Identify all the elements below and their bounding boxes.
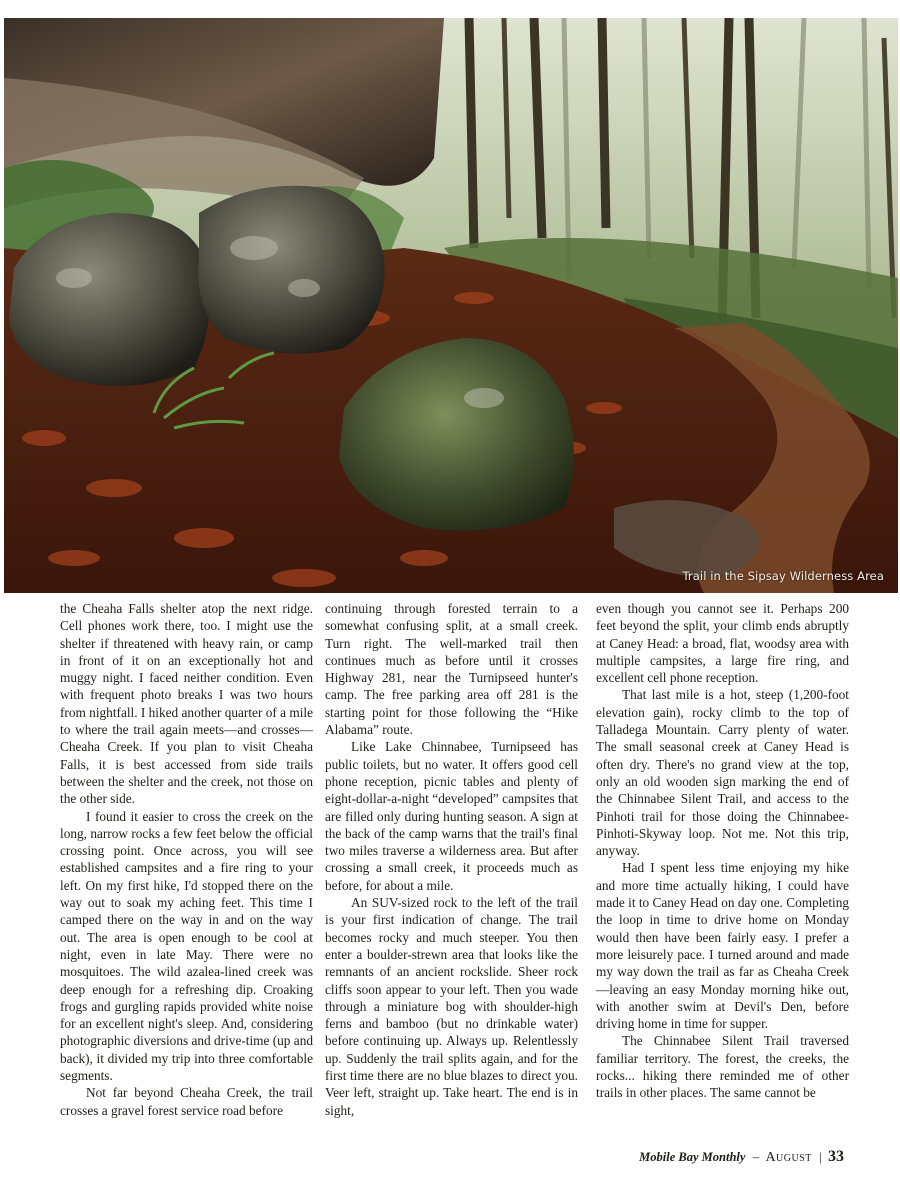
paragraph: Had I spent less time enjoying my hike and more time actually hiking, I could have made it to Caney Head on day one. Completing the loop in time to drive home on Monday would then have been fairly easy. I prefer a more leisurely pace. I turned around and made my way down the trail as far as Cheaha Creek—leaving an easy Monday morning hike out, with another swim at Devil's Den, before driving home in time for supper. (596, 860, 849, 1032)
paragraph: The Chinnabee Silent Trail traversed familiar territory. The forest, the creeks, the rocks... hiking there reminded me of other trails in other places. The same cannot be (596, 1033, 849, 1101)
publication-name: Mobile Bay Monthly (639, 1150, 746, 1164)
article-column-3 (596, 600, 849, 1102)
paragraph: the Cheaha Falls shelter atop the next ridge. Cell phones work there, too. I might use the shelter if threatened with heavy rain, or camp in front of it on an exceptionally hot and muggy night. I faced neither condition. Even with frequent photo breaks I was two hours from nightfall. I hiked another quarter of a mile to where the trail again meets—and crosses—Cheaha Creek. If you plan to visit Cheaha Falls, it is best accessed from side trails between the shelter and the creek, not those on the other side. (60, 601, 313, 807)
footer-separator: – (752, 1149, 760, 1164)
forest-trail-illustration (4, 18, 898, 593)
page-number: 33 (828, 1148, 844, 1165)
issue-month: August (765, 1150, 812, 1165)
paragraph: That last mile is a hot, steep (1,200-foot elevation gain), rocky climb to the top of Talladega Mountain. Carry plenty of water. The small seasonal creek at Caney Head is often dry. There's no grand view at the top, only an old wooden sign marking the end of the Chinnabee Silent Trail, and access to the Pinhoti trail for those doing the Chinnabee-Pinhoti-Skyway loop. Not me. Not this trip, anyway. (596, 687, 849, 859)
paragraph: even though you cannot see it. Perhaps 200 feet beyond the split, your climb ends abruptly at Caney Head: a broad, flat, woodsy area with multiple campsites, a large fire ring, and excellent cell phone reception. (596, 601, 849, 686)
paragraph: Not far beyond Cheaha Creek, the trail crosses a gravel forest service road before (60, 1085, 313, 1118)
article-column-1 (60, 600, 313, 1119)
page-footer (639, 1148, 844, 1166)
paragraph: I found it easier to cross the creek on the long, narrow rocks a few feet below the official crossing point. Once across, you will see established campsites and a fire ring to your left. On my first hike, I'd stopped there on the way out to soak my aching feet. This time I camped there on the way in and on the way out. The area is open enough to be cool at night, even in late May. There were no mosquitoes. The wild azalea-lined creek was deep enough for a refreshing dip. Croaking frogs and gurgling rapids provided white noise for an excellent night's sleep. And, considering photographic diversions and drive-time (up and back), it divided my trip into three comfortable segments. (60, 808, 313, 1084)
paragraph: An SUV-sized rock to the left of the trail is your first indication of change. The trail becomes rocky and much steeper. You then enter a boulder-strewn area that looks like the remnants of an ancient rockslide. Sheer rock cliffs soon appear to your left. Then you wade through a miniature bog with shoulder-high ferns and bamboo (but no drinkable water) before continuing up. Always up. Relentlessly up. Suddenly the trail splits again, and for the first time there are no blue blazes to direct you. Veer left, straight up. Take heart. The end is in sight, (325, 895, 578, 1118)
footer-divider: | (819, 1149, 822, 1164)
photo-caption: Trail in the Sipsay Wilderness Area (682, 569, 884, 583)
paragraph: continuing through forested terrain to a somewhat confusing split, at a small creek. Turn right. The well-marked trail then continues much as before until it crosses Highway 281, near the Turnipseed hunter's camp. The free parking area off 281 is the starting point for those following the “Hike Alabama” route. (325, 601, 578, 738)
hero-photo (4, 18, 898, 593)
article-column-2 (325, 600, 578, 1119)
paragraph: Like Lake Chinnabee, Turnipseed has public toilets, but no water. It offers good cell phone reception, picnic tables and plenty of eight-dollar-a-night “developed” campsites that are filled only during hunting season. A sign at the back of the camp warns that the trail's final two miles traverse a wilderness area. But after crossing a small creek, it proceeds much as before, for about a mile. (325, 739, 578, 893)
